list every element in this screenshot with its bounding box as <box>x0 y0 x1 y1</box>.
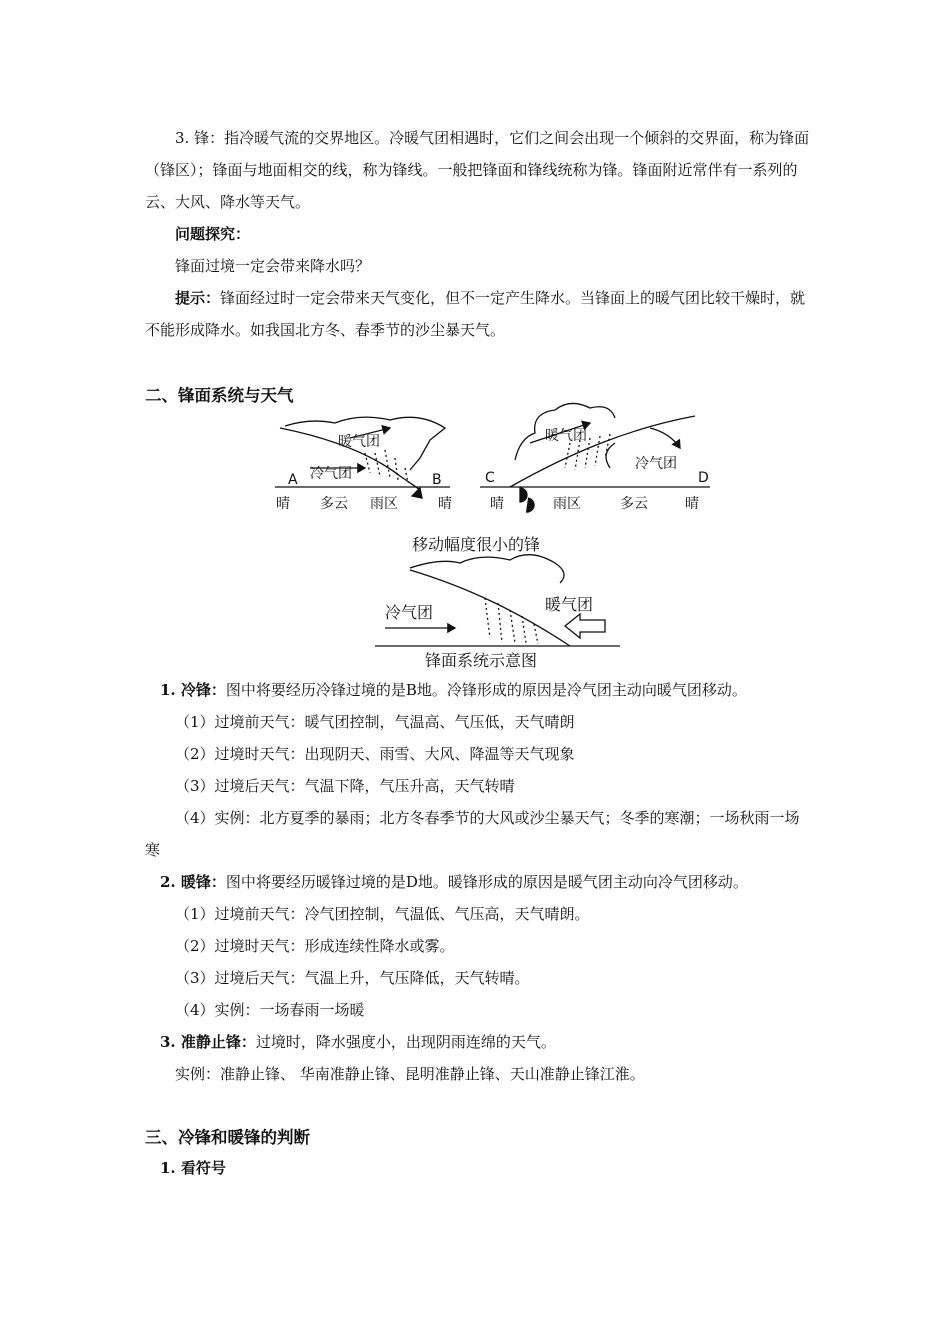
warm-front-heading: 2. 暖锋：图中将要经历暖锋过境的是D地。暖锋形成的原因是暖气团主动向冷气团移动。 <box>160 873 748 891</box>
judgement-item-1: 1. 看符号 <box>160 1159 226 1177</box>
stationary-front-example: 实例：准静止锋、 华南准静止锋、昆明准静止锋、天山准静止锋江淮。 <box>175 1065 645 1083</box>
warm-front-item-4: （4）实例：一场春雨一场暖 <box>175 1001 365 1019</box>
warm-front-symbol-1 <box>520 488 527 502</box>
cold-front-symbol <box>412 488 422 498</box>
warm-front-surface <box>510 416 695 487</box>
left-ground-3: 雨区 <box>370 496 398 512</box>
right-ground-3: 多云 <box>620 496 648 512</box>
cold-front-heading: 1. 冷锋：图中将要经历冷锋过境的是B地。冷锋形成的原因是冷气团主动向暖气团移动。 <box>160 681 747 699</box>
inquiry-question: 锋面过境一定会带来降水吗？ <box>175 257 371 275</box>
figure-caption: 锋面系统示意图 <box>425 651 538 670</box>
point-c: C <box>485 470 495 486</box>
left-warm-label: 暖气团 <box>338 434 380 450</box>
warm-front-item-1: （1）过境前天气：冷气团控制，气温低、气压高，天气晴朗。 <box>175 905 590 923</box>
bottom-cold-label: 冷气团 <box>385 603 434 622</box>
cold-front-item-4: （4）实例：北方夏季的暴雨；北方冬春季节的大风或沙尘暴天气；冬季的寒潮；一场秋雨一场寒 <box>145 809 800 859</box>
stationary-front-heading: 3. 准静止锋：过境时，降水强度小，出现阴雨连绵的天气。 <box>160 1033 556 1051</box>
point-b: B <box>432 472 442 488</box>
right-ground-2: 雨区 <box>553 496 581 512</box>
inquiry-hint: 提示：锋面经过时一定会带来天气变化，但不一定产生降水。当锋面上的暖气团比较干燥时，就不能形成降水。如我国北方冬、春季节的沙尘暴天气。 <box>145 289 806 339</box>
inquiry-title: 问题探究： <box>175 225 251 243</box>
left-ground-4: 晴 <box>438 496 452 512</box>
front-system-diagram <box>270 398 720 673</box>
warm-front-item-3: （3）过境后天气：气温上升，气压降低，天气转晴。 <box>175 969 530 987</box>
cold-front-item-3: （3）过境后天气：气温下降，气压升高，天气转晴 <box>175 777 515 795</box>
cold-front-item-1: （1）过境前天气：暖气团控制，气温高、气压低，天气晴朗 <box>175 713 575 731</box>
warm-front-item-2: （2）过境时天气：形成连续性降水或雾。 <box>175 937 455 955</box>
bottom-warm-label: 暖气团 <box>545 595 594 614</box>
figure-subcaption: 移动幅度很小的锋 <box>412 535 541 554</box>
right-ground-1: 晴 <box>490 496 504 512</box>
left-ground-1: 晴 <box>276 496 290 512</box>
cold-front-item-2: （2）过境时天气：出现阴天、雨雪、大风、降温等天气现象 <box>175 745 575 763</box>
right-ground-4: 晴 <box>685 496 699 512</box>
section-heading-front-systems: 二、锋面系统与天气 <box>145 386 294 405</box>
front-definition-paragraph: 3. 锋：指冷暖气流的交界地区。冷暖气团相遇时，它们之间会出现一个倾斜的交界面，称为锋面（锋区）；锋面与地面相交的线，称为锋线。一般把锋面和锋线统称为锋。锋面附近常伴有一系列的云、大风、降水等天气。 <box>145 129 810 211</box>
point-d: D <box>698 470 709 486</box>
right-cold-label: 冷气团 <box>635 456 677 472</box>
right-warm-label: 暖气团 <box>545 428 587 444</box>
left-ground-2: 多云 <box>320 496 348 512</box>
point-a: A <box>288 472 298 488</box>
section-heading-front-judgement: 三、冷锋和暖锋的判断 <box>145 1128 310 1147</box>
left-cold-label: 冷气团 <box>310 466 352 482</box>
